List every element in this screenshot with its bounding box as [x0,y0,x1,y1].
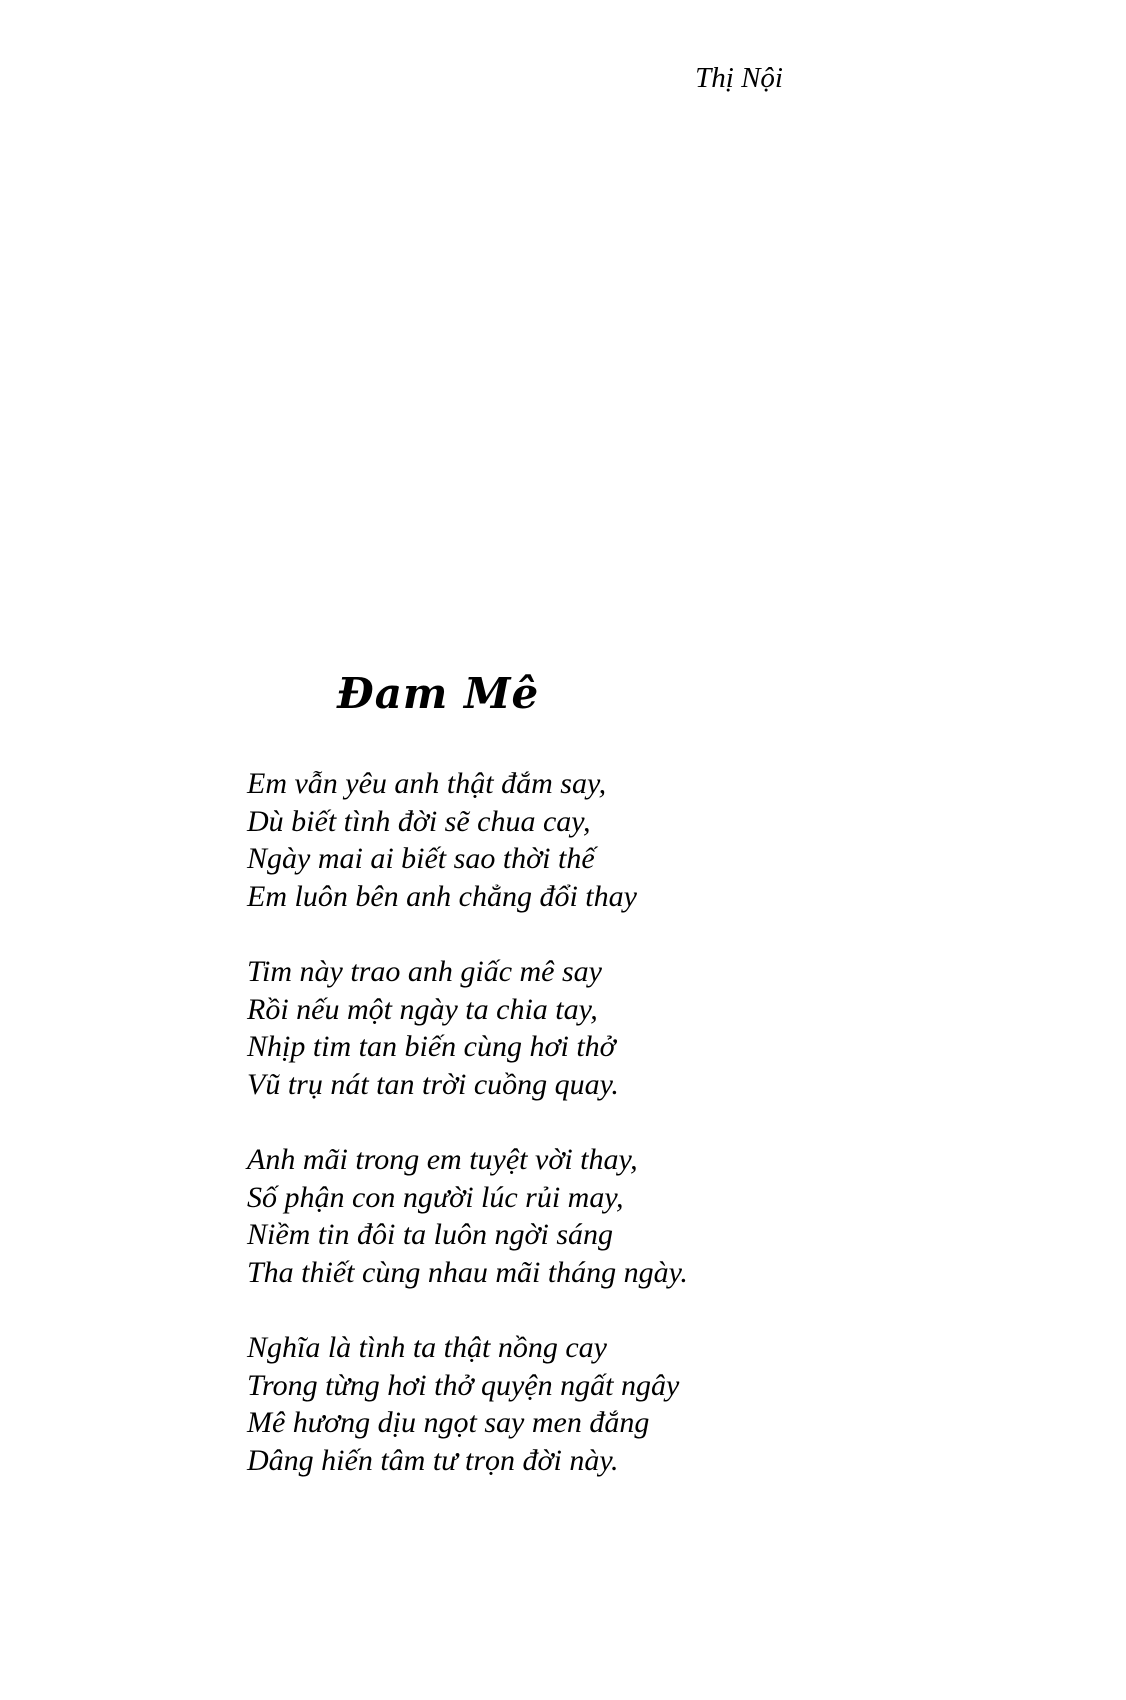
poem-line: Tim này trao anh giấc mê say [247,955,602,988]
poem-line: Ngày mai ai biết sao thời thế [247,842,595,875]
poem-line: Dù biết tình đời sẽ chua cay, [247,804,591,838]
poem-line: Dâng hiến tâm tư trọn đời này. [247,1443,619,1477]
poem-line: Em luôn bên anh chẳng đổi thay [247,879,637,913]
poem-line: Niềm tin đôi ta luôn ngời sáng [247,1218,614,1251]
poem-line: Số phận con người lúc rủi may, [247,1180,624,1214]
poem-line: Nghĩa là tình ta thật nồng cay [247,1331,607,1364]
poem-line: Em vẫn yêu anh thật đắm say, [247,767,607,800]
poem-line: Tha thiết cùng nhau mãi tháng ngày. [247,1255,688,1289]
stanza-3 [247,1141,1047,1291]
poem-line: Anh mãi trong em tuyệt vời thay, [247,1143,638,1176]
stanza-4 [247,1329,1047,1479]
poem-line: Mê hương dịu ngọt say men đắng [247,1406,650,1439]
poem-title: Đam Mê [337,669,540,718]
poem-body [247,765,1047,1517]
poem-line: Vũ trụ nát tan trời cuồng quay. [247,1067,619,1101]
stanza-2 [247,953,1047,1103]
running-header-author: Thị Nội [695,62,783,94]
stanza-1 [247,765,1047,915]
poem-line: Nhịp tim tan biến cùng hơi thở [247,1030,616,1063]
poem-line: Trong từng hơi thở quyện ngất ngây [247,1368,680,1402]
poem-line: Rồi nếu một ngày ta chia tay, [247,992,598,1026]
